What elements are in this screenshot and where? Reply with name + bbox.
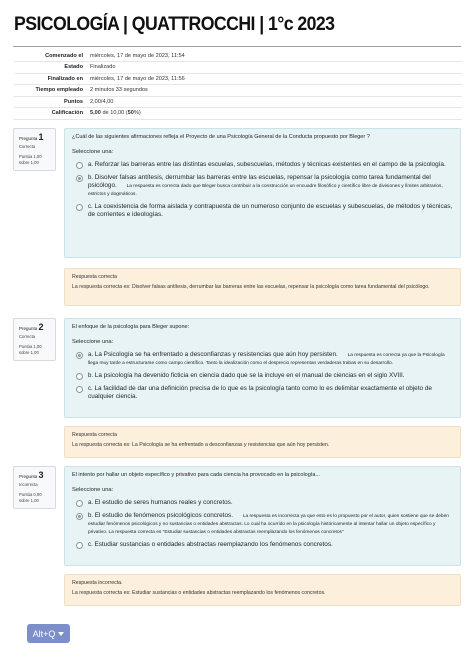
option-letter: b.	[88, 175, 94, 181]
grade-value	[89, 108, 462, 120]
option-letter: c.	[88, 542, 93, 548]
option-text: La facilidad de dar una definición precisa de lo que es la psicología tanto como lo es delimitar exactamente el objeto de cualquier ciencia.	[88, 385, 432, 400]
summary-row	[14, 50, 462, 62]
question-text: ¿Cuál de las siguientes afirmaciones refleja el Proyecto de una Psicología General de la Conducta propuesto por Bleger ?	[72, 134, 370, 140]
question-word: Pregunta	[19, 474, 38, 479]
title-divider	[13, 46, 461, 47]
summary-label: Tiempo empleado	[35, 87, 83, 94]
summary-row	[14, 62, 462, 74]
summary-value: miércoles, 17 de mayo de 2023, 11:56	[90, 75, 185, 82]
right-answer	[72, 284, 453, 291]
answer-option[interactable]	[72, 541, 453, 549]
radio-button[interactable]	[76, 373, 83, 380]
answer-option[interactable]	[72, 161, 453, 169]
outcome-title: Respuesta incorrecta.	[72, 580, 123, 586]
option-text: Disolver falsas antítesis, derrumbar las barreras entre las escuelas, repensar la psicología como tarea fundamental del psicólogo.	[88, 174, 431, 189]
question-number-value: 3	[38, 470, 44, 480]
summary-value: Finalizado	[90, 64, 116, 71]
chevron-down-icon	[58, 632, 64, 636]
question-word: Pregunta	[19, 136, 38, 141]
question-number	[19, 322, 51, 332]
right-answer	[72, 590, 453, 597]
option-text: Estudiar sustancias o entidades abstractas reemplazando los fenómenos concretos.	[94, 541, 333, 548]
question-state: Incorrecta	[19, 482, 38, 487]
question-content	[64, 466, 461, 566]
right-answer-text: La Psicología se ha enfrentado a desconfianzas y resistencias que aún hoy persisten.	[132, 442, 330, 448]
outcome-title: Respuesta correcta	[72, 274, 117, 280]
outcome-title: Respuesta correcta	[72, 432, 117, 438]
question-content	[64, 128, 461, 258]
summary-row	[14, 96, 462, 108]
option-feedback: La respuesta es incorrecta ya que esto es lo propuesto por el autor, quien sostiene que se deben estudiar fenómenos psicológicos y no sustancias o entidades abstractas. Lo cual ha ocurrido en la psicología históricamente al intentar hallar un objeto específico y privativo. La respuesta correcta es "Estudiar sustancias o entidades abstractas reemplazando los fenómenos concretos"	[88, 514, 449, 535]
option-letter: a.	[88, 500, 94, 506]
answer-option[interactable]	[72, 203, 453, 219]
question-mark: Puntúa 1,00 sobre 1,00	[19, 344, 42, 355]
option-feedback: La respuesta es correcta ya que la Psicología llega muy tarde a estructurarse como campo científico. Tanto la idealización como el desprecio representan verdaderas trabas en su desarrollo.	[88, 353, 445, 366]
right-answer-text: Estudiar sustancias o entidades abstractas reemplazando los fenómenos concretos.	[132, 590, 326, 596]
question-text: El enfoque de la psicología para Bleger supone:	[72, 324, 190, 330]
option-text: La coexistencia de forma aislada y contrapuesta de un numeroso conjunto de escuelas y subescuelas, de métodos y técnicas, de corrientes e ideologías.	[88, 203, 453, 218]
option-letter: c.	[88, 204, 93, 210]
question-mark: Puntúa 0,00 sobre 1,00	[19, 492, 42, 503]
right-answer-prefix: La respuesta correcta es:	[72, 284, 131, 290]
summary-row-grade	[14, 108, 462, 120]
right-answer	[72, 442, 453, 449]
option-feedback: La respuesta es correcta dado que Bleger busca contribuir a la construcción un encuadre filosófico y científico libre de divisiones y límites arbitrarios, estrictos y dogmáticos.	[88, 184, 443, 197]
question-outcome	[64, 268, 461, 306]
answer-prompt: Seleccione una:	[72, 149, 114, 155]
option-text: El estudio de seres humanos reales y concretos.	[94, 499, 233, 506]
radio-button-checked[interactable]	[76, 352, 83, 359]
answer-option[interactable]	[72, 372, 453, 380]
radio-button[interactable]	[76, 386, 83, 393]
question-word: Pregunta	[19, 326, 38, 331]
grade-percent: 50	[127, 110, 134, 117]
grade-score: 5,00	[90, 110, 101, 117]
right-answer-prefix: La respuesta correcta es:	[72, 590, 131, 596]
answer-option-selected[interactable]	[72, 351, 453, 367]
summary-value: miércoles, 17 de mayo de 2023, 11:54	[90, 52, 185, 59]
question-info	[13, 318, 56, 361]
option-letter: a.	[88, 162, 94, 168]
radio-button[interactable]	[76, 204, 83, 211]
summary-row	[14, 85, 462, 97]
summary-label: Calificación	[51, 110, 83, 117]
option-letter: c.	[88, 386, 93, 392]
answer-prompt: Seleccione una:	[72, 339, 114, 345]
question-info	[13, 128, 56, 171]
option-letter: b.	[88, 513, 94, 519]
option-letter: b.	[88, 373, 94, 379]
radio-button-checked[interactable]	[76, 175, 83, 182]
summary-row	[14, 73, 462, 85]
answer-prompt: Seleccione una:	[72, 487, 114, 493]
question-number-value: 2	[38, 322, 44, 332]
attempt-summary-table	[14, 50, 462, 120]
question-state: Correcta	[19, 334, 36, 339]
alt-q-button[interactable]	[27, 624, 70, 643]
page-title: PSICOLOGÍA | QUATTROCCHI | 1°c 2023	[14, 14, 335, 35]
summary-label: Estado	[64, 64, 83, 71]
alt-q-label: Alt+Q	[32, 628, 56, 639]
question-state: Correcta	[19, 144, 36, 149]
summary-label: Puntos	[64, 98, 83, 105]
summary-label: Finalizado en	[47, 75, 83, 82]
summary-value: 2,00/4,00	[90, 98, 114, 105]
question-number	[19, 132, 51, 142]
option-text: La psicología ha devenido ficticia en ciencia dado que se la incluye en el manual de ciencias en el siglo XVIII.	[94, 372, 405, 379]
option-letter: a.	[88, 352, 94, 358]
question-text: El intento por hallar un objeto específico y privativo para cada ciencia ha provocado en la psicología...	[72, 472, 320, 478]
question-info	[13, 466, 56, 509]
question-outcome	[64, 574, 461, 606]
answer-option-selected[interactable]	[72, 174, 453, 198]
question-mark: Puntúa 1,00 sobre 1,00	[19, 154, 42, 165]
option-text: La Psicología se ha enfrentado a desconfianzas y resistencias que aún hoy persisten.	[94, 351, 338, 358]
question-number-value: 1	[38, 132, 44, 142]
answer-option[interactable]	[72, 499, 453, 507]
option-text: El estudio de fenómenos psicológicos concretos.	[94, 512, 233, 519]
grade-total: de 10,00 (	[100, 110, 128, 117]
option-text: Reforzar las barreras entre las distintas escuelas, subescuelas, métodos y técnicas existentes en el campo de la psicología.	[94, 161, 446, 168]
radio-button[interactable]	[76, 500, 83, 507]
radio-button-checked[interactable]	[76, 513, 83, 520]
answer-option-selected[interactable]	[72, 512, 453, 536]
summary-label: Comenzado el	[45, 52, 83, 59]
question-number	[19, 470, 51, 480]
right-answer-prefix: La respuesta correcta es:	[72, 442, 131, 448]
radio-button[interactable]	[76, 542, 83, 549]
grade-close: %)	[133, 110, 141, 117]
summary-value: 2 minutos 33 segundos	[90, 87, 148, 94]
question-content	[64, 318, 461, 418]
answer-option[interactable]	[72, 385, 453, 401]
right-answer-text: Disolver falsas antítesis, derrumbar las barreras entre las escuelas, repensar la psicología como tarea fundamental del psicólogo.	[132, 284, 430, 290]
radio-button[interactable]	[76, 162, 83, 169]
question-outcome	[64, 426, 461, 458]
